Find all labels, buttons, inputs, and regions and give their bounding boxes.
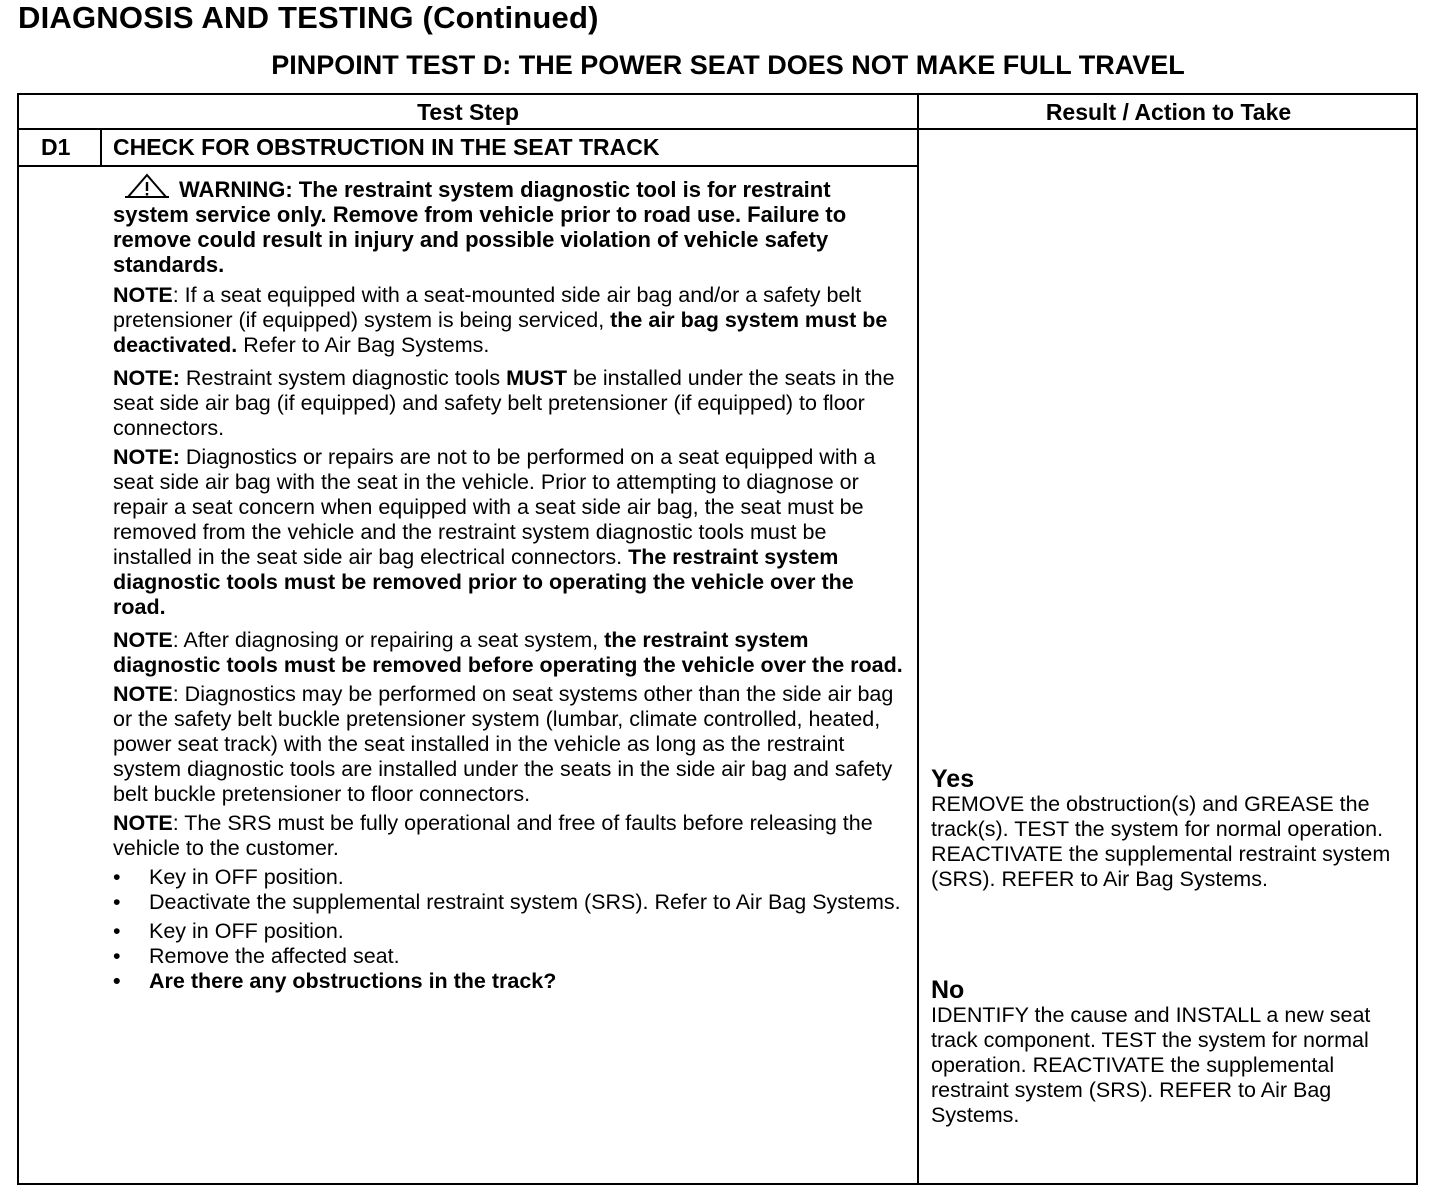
page-heading: DIAGNOSIS AND TESTING (Continued) bbox=[18, 0, 599, 35]
note-6: NOTE: The SRS must be fully operational and free of faults before releasing the vehicle to the customer. bbox=[113, 811, 873, 860]
note-2: NOTE: Restraint system diagnostic tools MUST be installed under the seats in the seat side air bag (if equipped) and safety belt pretensioner (if equipped) to floor connectors. bbox=[113, 366, 895, 440]
step-body bbox=[113, 173, 903, 994]
column-divider bbox=[917, 95, 919, 1185]
result-no bbox=[931, 977, 1411, 1128]
note-5: NOTE: Diagnostics may be performed on seat systems other than the side air bag or the safety belt buckle pretensioner system (lumbar, climate controlled, heated, power seat track) with the seat installed in the vehicle as long as the restraint system diagnostic tools are installed under the seats in the side air bag and safety belt buckle pretensioner to floor connectors. bbox=[113, 682, 894, 806]
header-result-action: Result / Action to Take bbox=[1045, 99, 1292, 125]
warning-paragraph bbox=[113, 173, 903, 277]
result-yes-text: REMOVE the obstruction(s) and GREASE the track(s). TEST the system for normal operation. REACTIVATE the supplemental restraint system (SRS). REFER to Air Bag Systems. bbox=[931, 792, 1391, 891]
note-3: NOTE: Diagnostics or repairs are not to be performed on a seat equipped with a seat side air bag with the seat in the vehicle. Prior to attempting to diagnose or repair a seat concern when equipped with a seat side air bag, the seat must be removed from the vehicle and the restraint system diagnostic tools must be installed in the seat side air bag electrical connectors. The restraint system diagnostic tools must be removed prior to operating the vehicle over the road. bbox=[113, 445, 876, 619]
header-divider bbox=[19, 128, 1418, 130]
result-no-text: IDENTIFY the cause and INSTALL a new seat track component. TEST the system for normal operation. REACTIVATE the supplemental restraint system (SRS). REFER to Air Bag Systems. bbox=[931, 1003, 1371, 1127]
step-title: CHECK FOR OBSTRUCTION IN THE SEAT TRACK bbox=[113, 134, 660, 160]
list-item: • Are there any obstructions in the track? bbox=[113, 969, 557, 993]
step-title-divider bbox=[19, 165, 917, 167]
result-yes-heading: Yes bbox=[931, 765, 975, 793]
list-item: • Deactivate the supplemental restraint system (SRS). Refer to Air Bag Systems. bbox=[113, 890, 901, 914]
result-yes bbox=[931, 766, 1411, 892]
step-id-divider bbox=[100, 130, 102, 165]
list-item: • Key in OFF position. bbox=[113, 919, 344, 943]
pinpoint-test-title: PINPOINT TEST D: THE POWER SEAT DOES NOT MAKE FULL TRAVEL bbox=[271, 50, 1185, 80]
list-item: • Key in OFF position. bbox=[113, 865, 344, 889]
step-id: D1 bbox=[41, 134, 71, 160]
warning-triangle-icon bbox=[125, 173, 169, 199]
header-test-step: Test Step bbox=[417, 99, 519, 125]
list-item: • Remove the affected seat. bbox=[113, 944, 400, 968]
warning-text: WARNING: The restraint system diagnostic tool is for restraint system service only. Remove from vehicle prior to road use. Failure to remove could result in injury and possible violation of vehicle safety standards. bbox=[113, 177, 847, 277]
note-4: NOTE: After diagnosing or repairing a seat system, the restraint system diagnostic tools must be removed before operating the vehicle over the road. bbox=[113, 628, 903, 677]
note-1: NOTE: If a seat equipped with a seat-mounted side air bag and/or a safety belt pretensioner (if equipped) system is being serviced, the air bag system must be deactivated. Refer to Air Bag Systems. bbox=[113, 283, 888, 357]
step-bullet-list bbox=[113, 865, 903, 994]
test-table bbox=[17, 93, 1418, 1185]
result-no-heading: No bbox=[931, 976, 965, 1004]
